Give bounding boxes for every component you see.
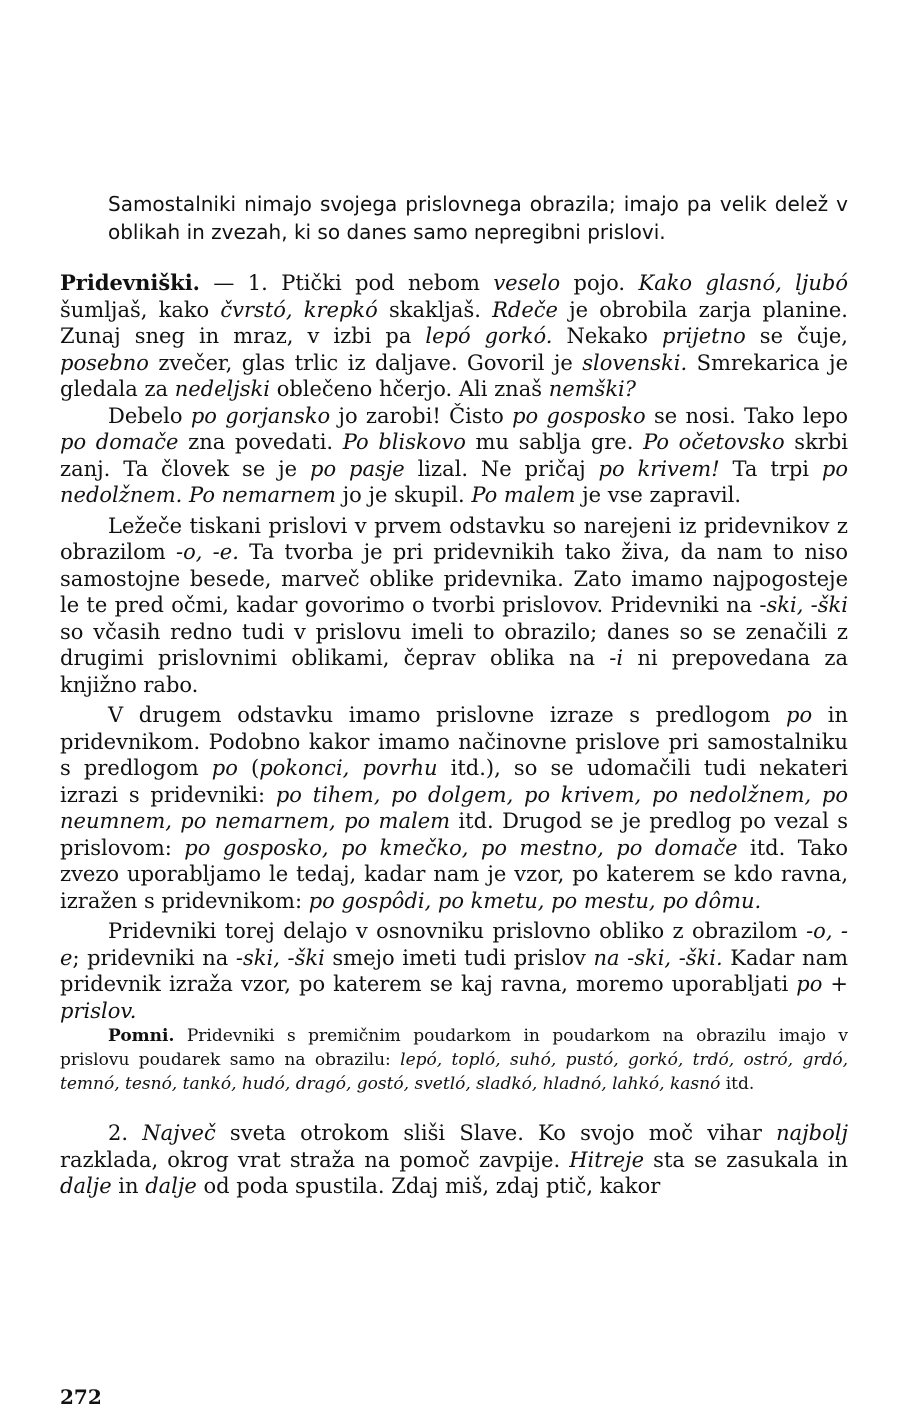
- explanation-paragraph-1: [60, 513, 848, 699]
- italic-run: lepó, topló, suhó, pustó, gorkó, trdó, ostró, grdó, temnó, tesnó, tankó, hudó, dragó, gostó, svetló, sladkó, hladnó, lahkó, kasnó: [60, 1050, 848, 1094]
- italic-run: veselo: [493, 271, 561, 295]
- text-run: oblečeno hčerjo. Ali znaš: [270, 377, 549, 401]
- text-run: Ta tvorba je pri pridevnikih tako živa, da nam to niso samostojne besede, marveč oblike pridevnika. Zato imamo najpogosteje le te pred očmi, kadar govorimo o tvorbi prislovov. Pridevniki na: [60, 540, 848, 617]
- section1-heading: Pridevniški.: [60, 270, 200, 295]
- text-run: so včasih redno tudi v prislovu imeli to obrazilo; danes so se zenačili z drugimi prislovnimi oblikami, čeprav oblika na: [60, 619, 848, 670]
- text-run: se čuje,: [745, 324, 848, 348]
- italic-run: Kako glasnó, ljubó: [638, 271, 848, 295]
- italic-run: -i: [609, 646, 624, 670]
- italic-run: po tihem, po dolgem, po krivem, po nedolžnem, po neumnem, po nemarnem, po malem: [60, 782, 848, 833]
- text-run: zna povedati.: [178, 430, 343, 454]
- text-run: jo zarobi! Čisto: [330, 403, 513, 428]
- text-run: mu sablja gre.: [465, 430, 644, 454]
- text-run: sveta otrokom sliši Slave. Ko svojo moč vihar: [215, 1121, 777, 1145]
- text-run: Pridevniki s premičnim poudarkom in poudarkom na obrazilu imajo v prislovu poudarek samo na obrazilu:: [60, 1026, 848, 1070]
- italic-run: prijetno: [662, 324, 746, 348]
- text-run: pojo.: [560, 271, 639, 295]
- section2-paragraph: [60, 1120, 848, 1200]
- italic-run: Hitreje: [569, 1147, 645, 1172]
- italic-run: najbolj: [776, 1121, 848, 1145]
- text-run: itd. Drugod se je predlog po vezal s prislovom:: [60, 809, 849, 860]
- text-run: lizal. Ne pričaj: [404, 456, 599, 481]
- italic-run: čvrstó, krepkó: [220, 297, 378, 322]
- italic-run: Po malem: [471, 483, 576, 507]
- text-run: Nekako: [552, 324, 662, 348]
- italic-run: po nedolžnem. Po nemarnem: [60, 456, 848, 507]
- text-run: jo je skupil.: [335, 483, 472, 507]
- text-run: itd.), so se udomačili tudi nekateri izrazi s pridevniki:: [60, 756, 848, 807]
- text-run: je obrobila zarja planine. Zunaj sneg in mraz, v izbi pa: [60, 297, 848, 348]
- italic-run: po gosposko, po kmečko, po mestno, po domače: [184, 835, 738, 860]
- text-run: sta se zasukala in: [644, 1147, 848, 1172]
- text-run: V drugem odstavku imamo prislovne izraze s predlogom: [108, 703, 787, 727]
- text-run: (: [237, 756, 260, 780]
- text-run: in pridevnikom. Podobno kakor imamo načinovne prislove pri samostalniku s predlogom: [60, 703, 849, 780]
- italic-run: Rdeče: [492, 297, 558, 322]
- italic-run: po: [786, 703, 813, 727]
- italic-run: dalje: [145, 1174, 197, 1198]
- page-body: [60, 190, 848, 1200]
- text-run: skakljaš.: [377, 297, 493, 322]
- italic-run: na -ski, -ški.: [593, 945, 723, 970]
- italic-run: nedeljski: [174, 377, 271, 401]
- italic-run: -ski, -ški: [759, 593, 848, 617]
- italic-run: posebno: [60, 350, 149, 375]
- text-run: ; pridevniki na: [72, 945, 236, 970]
- italic-run: nemški?: [548, 377, 637, 401]
- text-run: Ta trpi: [719, 456, 822, 481]
- bold-run: Pomni.: [108, 1026, 175, 1046]
- text-run: je vse zapravil.: [575, 483, 741, 507]
- italic-run: pokonci, povrhu: [259, 756, 438, 780]
- section1-examples-b: [60, 403, 848, 509]
- text-run: itd. Tako zvezo uporabljamo le tedaj, kadar nam je vzor, po katerem se kdo ravna, izražen s pridevnikom:: [60, 835, 848, 913]
- intro-paragraph: Samostalniki nimajo svojega prislovnega obrazila; imajo pa velik delež v oblikah in zvezah, ki so danes samo nepregibni prislovi.: [108, 192, 848, 244]
- note-paragraph: [60, 1024, 848, 1096]
- italic-run: Po bliskovo: [342, 430, 466, 454]
- text-run: itd.: [720, 1074, 755, 1094]
- text-run: smejo imeti tudi prislov: [324, 945, 594, 970]
- text-run: se nosi. Tako lepo: [645, 403, 848, 428]
- text-run: zvečer, glas trlic iz daljave. Govoril je: [148, 350, 583, 375]
- italic-run: po gorjansko: [190, 403, 331, 428]
- text-run: ni prepovedana za knjižno rabo.: [60, 646, 848, 697]
- text-run: šumljaš, kako: [60, 297, 221, 322]
- text-run: Debelo: [108, 403, 191, 428]
- text-run: skrbi zanj. Ta človek se je: [60, 430, 848, 481]
- italic-run: -o, -e.: [175, 540, 239, 564]
- italic-run: lepó gorkó.: [425, 324, 553, 348]
- italic-run: po pasje: [310, 456, 405, 481]
- text-run: 2.: [108, 1121, 143, 1145]
- explanation-paragraph-2: [60, 702, 848, 914]
- italic-run: slovenski.: [582, 350, 688, 375]
- italic-run: po domače: [60, 430, 179, 454]
- text-run: od poda spustila. Zdaj miš, zdaj ptič, kakor: [196, 1174, 661, 1198]
- italic-run: -ski, -ški: [235, 945, 325, 970]
- text-run: Kadar nam pridevnik izraža vzor, po katerem se kaj ravna, moremo uporabljati: [60, 945, 849, 996]
- italic-run: Največ: [142, 1121, 216, 1145]
- section1-paragraph: [60, 270, 848, 403]
- explanation-paragraph-3: [60, 918, 848, 1024]
- italic-run: dalje: [60, 1174, 112, 1198]
- text-run: Ležeče tiskani prislovi v prvem odstavku so narejeni iz pridevnikov z obrazilom: [60, 513, 848, 564]
- text-run: razklada, okrog vrat straža na pomoč zavpije.: [60, 1147, 570, 1172]
- text-run: in: [111, 1174, 146, 1198]
- text-run: Pridevniki torej delajo v osnovniku prislovno obliko z obrazilom: [108, 919, 807, 943]
- italic-run: po gospôdi, po kmetu, po mestu, po dômu.: [308, 888, 762, 913]
- text-run: Smrekarica je gledala za: [60, 350, 848, 401]
- italic-run: Po očetovsko: [643, 430, 785, 454]
- italic-run: po krivem!: [598, 456, 720, 481]
- italic-run: po: [211, 756, 238, 780]
- text-run: — 1. Ptički pod nebom: [200, 271, 494, 295]
- italic-run: -o, -e: [60, 919, 848, 970]
- italic-run: po gosposko: [512, 403, 646, 428]
- page-number: 272: [60, 1385, 102, 1409]
- italic-run: po + prislov.: [60, 972, 848, 1023]
